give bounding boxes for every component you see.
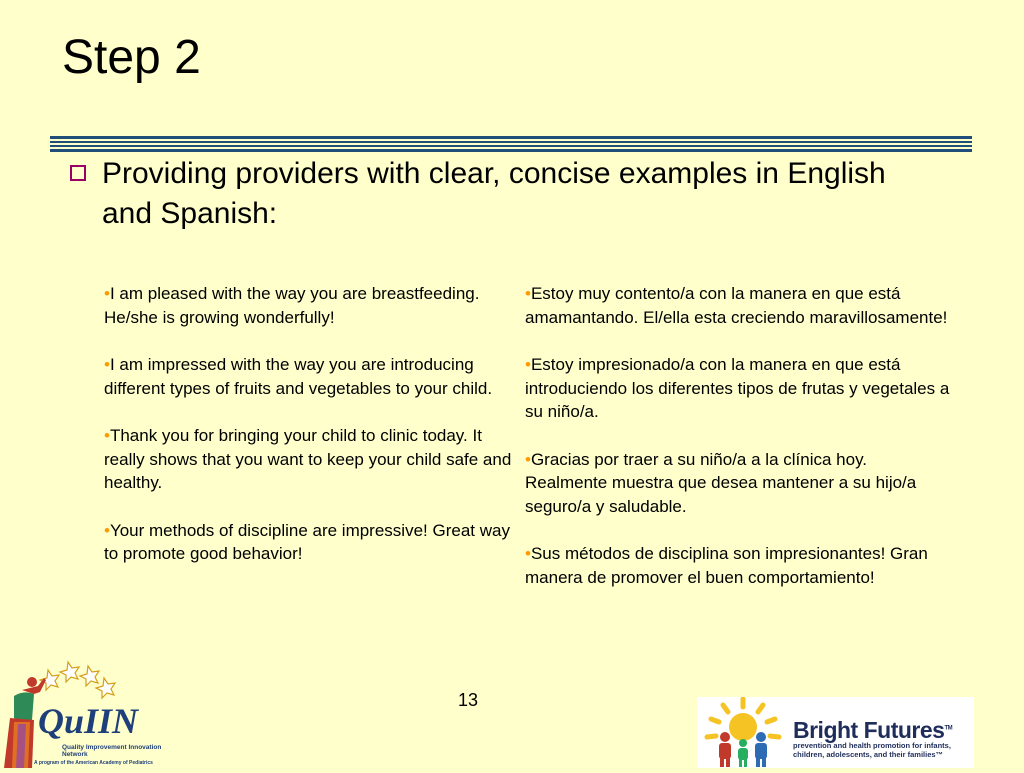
spanish-example <box>525 448 950 519</box>
title-divider-line <box>50 136 972 139</box>
english-example <box>104 353 514 400</box>
bright-futures-tagline: prevention and health promotion for infants, children, adolescents, and their families™ <box>793 741 951 759</box>
spanish-example <box>525 282 950 329</box>
trademark: TM <box>944 725 953 732</box>
title-divider-line <box>50 149 972 152</box>
bright-futures-logo <box>697 697 974 768</box>
bullet-dot-icon: • <box>525 355 531 374</box>
spanish-example <box>525 542 950 589</box>
bright-futures-name <box>793 717 952 744</box>
square-bullet-icon <box>70 165 86 181</box>
english-example <box>104 519 514 566</box>
english-examples-column <box>104 282 514 590</box>
spanish-example <box>525 353 950 424</box>
title-divider-line <box>50 141 972 143</box>
slide-title: Step 2 <box>62 31 201 84</box>
page-number: 13 <box>458 690 479 710</box>
spanish-example-text: Estoy impresionado/a con la manera en que está introduciendo los diferentes tipos de frutas y vegetales a su niño/a. <box>525 355 950 421</box>
bullet-dot-icon: • <box>104 355 110 374</box>
spanish-example-text: Sus métodos de disciplina son impresionantes! Gran manera de promover el buen comportamiento! <box>525 544 928 587</box>
english-example-text: I am impressed with the way you are introducing different types of fruits and vegetables to your child. <box>104 355 493 398</box>
bullet-dot-icon: • <box>104 284 110 303</box>
spanish-example-text: Gracias por traer a su niño/a a la clínica hoy. Realmente muestra que desea mantener a su hijo/a seguro/a y saludable. <box>525 449 917 516</box>
spanish-examples-column <box>525 282 950 613</box>
bullet-dot-icon: • <box>525 449 531 469</box>
main-bullet <box>70 154 930 234</box>
quiin-footnote: A program of the American Academy of Pediatrics <box>34 760 153 766</box>
quiin-name: QuIIN <box>38 701 139 741</box>
bullet-dot-icon: • <box>525 284 531 303</box>
bright-futures-name-text: Bright Futures <box>793 717 945 743</box>
spanish-example-text: Estoy muy contento/a con la manera en que está amamantando. El/ella esta creciendo maravillosamente! <box>525 284 948 327</box>
title-divider-line <box>50 145 972 147</box>
english-example-text: Your methods of discipline are impressive! Great way to promote good behavior! <box>104 520 510 563</box>
bullet-dot-icon: • <box>104 426 110 445</box>
bright-futures-sun-icon <box>697 697 789 768</box>
quiin-subtitle: Quality Improvement Innovation Network <box>62 744 162 758</box>
english-example <box>104 282 514 329</box>
english-example-text: Thank you for bringing your child to clinic today. It really shows that you want to keep your child safe and healthy. <box>104 426 512 492</box>
english-example-text: I am pleased with the way you are breastfeeding. He/she is growing wonderfully! <box>104 284 480 327</box>
main-bullet-text: Providing providers with clear, concise examples in English and Spanish: <box>102 157 886 230</box>
quiin-logo <box>4 660 162 768</box>
bullet-dot-icon: • <box>525 544 531 563</box>
english-example <box>104 424 514 495</box>
bullet-dot-icon: • <box>104 520 110 540</box>
